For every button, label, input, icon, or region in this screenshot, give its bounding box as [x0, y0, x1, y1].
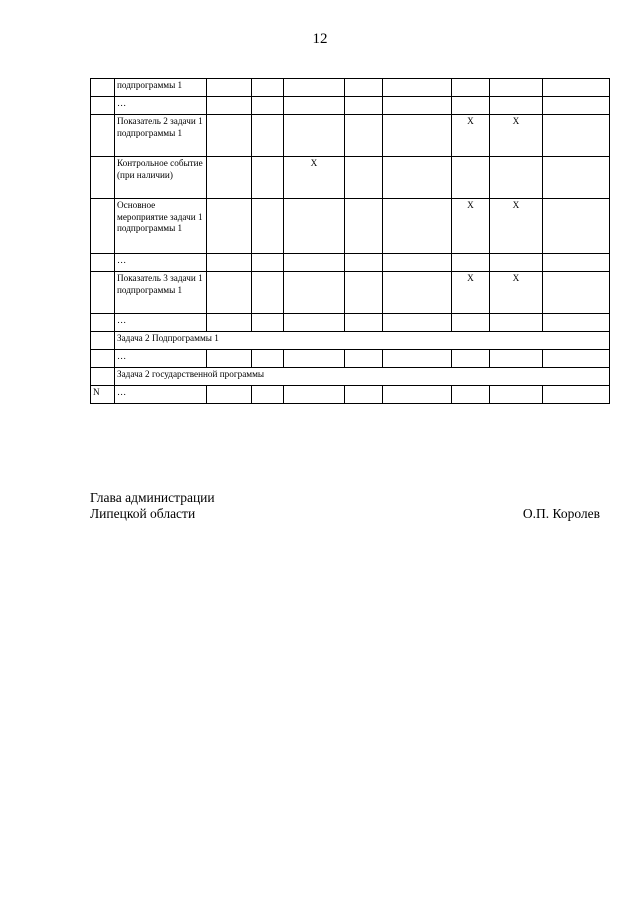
mark-cell — [543, 115, 610, 157]
row-number-cell — [91, 157, 115, 199]
mark-cell — [490, 79, 543, 97]
mark-cell — [383, 386, 452, 404]
task-heading-cell: Задача 2 государственной программы — [115, 368, 610, 386]
mark-cell — [252, 254, 284, 272]
row-number-cell — [91, 254, 115, 272]
table-row — [91, 332, 610, 350]
mark-cell — [207, 386, 252, 404]
mark-cell — [207, 97, 252, 115]
mark-cell — [383, 350, 452, 368]
table-row — [91, 97, 610, 115]
mark-cell — [284, 272, 345, 314]
mark-cell — [543, 314, 610, 332]
item-name-cell: подпрограммы 1 — [115, 79, 207, 97]
position-line-2: Липецкой области — [90, 506, 196, 521]
item-name-cell: … — [115, 350, 207, 368]
mark-cell — [490, 386, 543, 404]
mark-cell — [452, 254, 490, 272]
mark-cell — [452, 97, 490, 115]
mark-cell — [284, 386, 345, 404]
mark-cell — [252, 79, 284, 97]
mark-cell: X — [452, 199, 490, 254]
mark-cell: X — [284, 157, 345, 199]
table-row — [91, 272, 610, 314]
item-name-cell: Показатель 3 задачи 1 подпрограммы 1 — [115, 272, 207, 314]
mark-cell — [543, 272, 610, 314]
item-name-cell: … — [115, 254, 207, 272]
item-name-cell: Контрольное событие (при наличии) — [115, 157, 207, 199]
mark-cell — [207, 350, 252, 368]
mark-cell — [207, 115, 252, 157]
mark-cell — [207, 157, 252, 199]
task-heading-cell: Задача 2 Подпрограммы 1 — [115, 332, 610, 350]
mark-cell — [345, 254, 383, 272]
table-row — [91, 199, 610, 254]
table-row — [91, 157, 610, 199]
item-name-cell: Основное мероприятие задачи 1 подпрограммы 1 — [115, 199, 207, 254]
table-row — [91, 314, 610, 332]
mark-cell — [383, 272, 452, 314]
table-row — [91, 350, 610, 368]
mark-cell — [345, 115, 383, 157]
mark-cell — [284, 115, 345, 157]
mark-cell — [490, 254, 543, 272]
mark-cell — [543, 97, 610, 115]
page-number: 12 — [312, 31, 328, 47]
mark-cell — [284, 97, 345, 115]
program-table — [90, 78, 610, 404]
row-number-cell — [91, 314, 115, 332]
mark-cell — [383, 199, 452, 254]
mark-cell — [284, 79, 345, 97]
mark-cell — [345, 350, 383, 368]
mark-cell — [543, 157, 610, 199]
mark-cell: X — [490, 199, 543, 254]
mark-cell — [252, 97, 284, 115]
mark-cell — [345, 199, 383, 254]
mark-cell — [252, 157, 284, 199]
mark-cell — [207, 272, 252, 314]
mark-cell — [284, 254, 345, 272]
mark-cell — [452, 314, 490, 332]
mark-cell: X — [452, 272, 490, 314]
row-number-cell — [91, 368, 115, 386]
mark-cell: X — [452, 115, 490, 157]
mark-cell — [383, 314, 452, 332]
table-row — [91, 115, 610, 157]
mark-cell — [345, 79, 383, 97]
item-name-cell: … — [115, 314, 207, 332]
mark-cell — [490, 157, 543, 199]
mark-cell — [252, 350, 284, 368]
mark-cell — [207, 314, 252, 332]
position-line-1: Глава администрации — [90, 490, 215, 505]
program-table-body — [91, 79, 610, 404]
mark-cell — [383, 254, 452, 272]
mark-cell — [252, 272, 284, 314]
mark-cell — [284, 314, 345, 332]
mark-cell — [345, 97, 383, 115]
table-row — [91, 79, 610, 97]
mark-cell — [345, 272, 383, 314]
table-row — [91, 368, 610, 386]
mark-cell: X — [490, 272, 543, 314]
mark-cell — [543, 350, 610, 368]
mark-cell — [284, 199, 345, 254]
row-number-cell — [91, 97, 115, 115]
mark-cell — [452, 79, 490, 97]
row-number-cell — [91, 199, 115, 254]
mark-cell — [207, 199, 252, 254]
mark-cell — [252, 386, 284, 404]
signatory-name: О.П. Королев — [522, 506, 600, 521]
row-number-cell — [91, 272, 115, 314]
mark-cell — [207, 79, 252, 97]
row-number-cell — [91, 115, 115, 157]
mark-cell — [452, 350, 490, 368]
signature-position — [90, 490, 215, 522]
item-name-cell: … — [115, 386, 207, 404]
mark-cell — [543, 79, 610, 97]
mark-cell — [543, 254, 610, 272]
mark-cell — [383, 157, 452, 199]
row-number-cell — [91, 332, 115, 350]
mark-cell — [543, 386, 610, 404]
mark-cell — [252, 115, 284, 157]
mark-cell — [490, 350, 543, 368]
mark-cell — [345, 157, 383, 199]
mark-cell — [543, 199, 610, 254]
mark-cell — [383, 79, 452, 97]
mark-cell — [207, 254, 252, 272]
row-number-cell: N — [91, 386, 115, 404]
mark-cell — [284, 350, 345, 368]
item-name-cell: Показатель 2 задачи 1 подпрограммы 1 — [115, 115, 207, 157]
table-row — [91, 386, 610, 404]
mark-cell — [252, 199, 284, 254]
mark-cell — [345, 314, 383, 332]
mark-cell — [490, 314, 543, 332]
row-number-cell — [91, 350, 115, 368]
mark-cell: X — [490, 115, 543, 157]
mark-cell — [452, 386, 490, 404]
item-name-cell: … — [115, 97, 207, 115]
mark-cell — [252, 314, 284, 332]
mark-cell — [490, 97, 543, 115]
mark-cell — [452, 157, 490, 199]
mark-cell — [383, 115, 452, 157]
mark-cell — [345, 386, 383, 404]
table-row — [91, 254, 610, 272]
row-number-cell — [91, 79, 115, 97]
mark-cell — [383, 97, 452, 115]
